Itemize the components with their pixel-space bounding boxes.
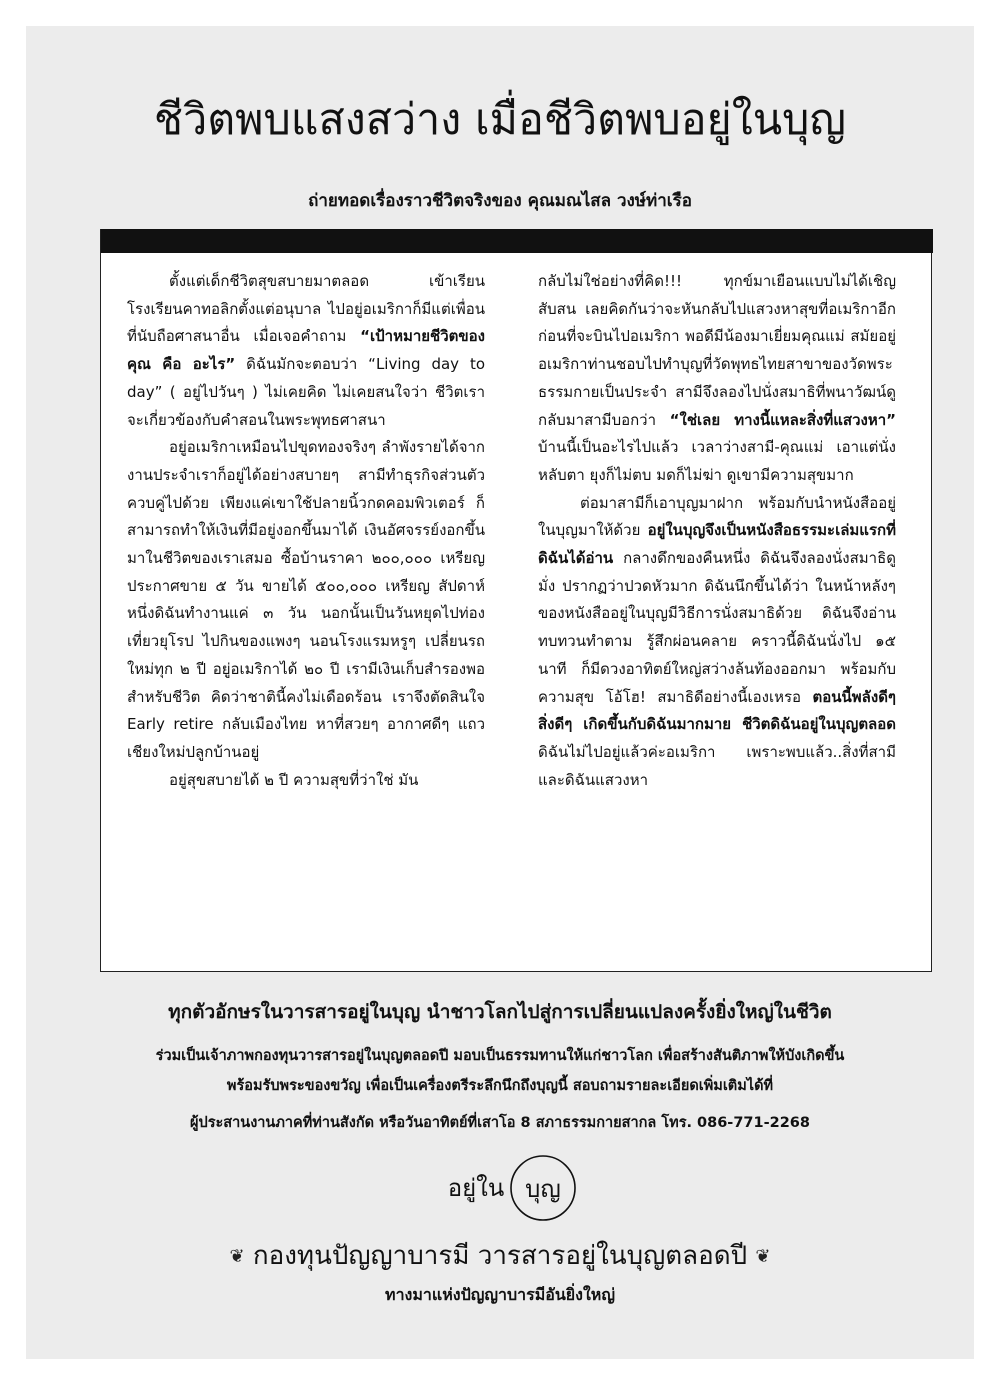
paragraph <box>538 268 896 490</box>
paragraph-text: กลับไม่ใช่อย่างที่คิด!!! ทุกข์มาเยือนแบบไม่ได้เชิญ สับสน เลยคิดกันว่าจะหันกลับไปแสวงหาสุขที่อเมริกาอีก ก่อนที่จะบินไปอเมริกา พอดีมีน้องมาเยี่ยมคุณแม่ สมัยอยู่อเมริกาท่านชอบไปทำบุญที่วัดพุทธไทยสาขาของวัดพระธรรมกายเป็นประจำ สามีจึงลองไปนั่งสมาธิที่พนาวัฒน์ดู กลับมาสามีบอกว่า <box>538 272 896 429</box>
logo-text-right: บุญ <box>525 1175 561 1203</box>
footer-line-1: ร่วมเป็นเจ้าภาพกองทุนวารสารอยู่ในบุญตลอดปี มอบเป็นธรรมทานให้แก่ชาวโลก เพื่อสร้างสันติภาพให้บังเกิดขึ้น <box>155 1048 845 1064</box>
paragraph-emphasis: ตอนนี้พลังดีๆ สิ่งดีๆ เกิดขึ้นกับดิฉันมากมาย ชีวิตดิฉันอยู่ในบุญตลอด <box>538 687 896 734</box>
paragraph-emphasis: “ใช่เลย ทางนี้แหละสิ่งที่แสวงหา” <box>669 410 896 429</box>
ornament-icon: ❦ <box>229 1246 245 1267</box>
ornament-icon: ❦ <box>755 1246 771 1267</box>
paragraph-text: กลางดึกของคืนหนึ่ง ดิฉันจึงลองนั่งสมาธิดูมั่ง ปรากฏว่าปวดหัวมาก ดิฉันนึกขึ้นได้ว่า ในหน้าหลังๆ ของหนังสืออยู่ในบุญมีวิธีการนั่งสมาธิด้วย ดิฉันจึงอ่านทบทวนทำตาม รู้สึกผ่อนคลาย คราวนี้ดิฉันนั่งไป ๑๕ นาที ก็มีดวงอาทิตย์ใหญ่สว่างล้นท้องออกมา พร้อมกับความสุข โอ้โฮ! สมาธิดีอย่างนี้เองเหรอ <box>538 549 896 706</box>
paragraph <box>127 268 485 434</box>
footer-line-2: พร้อมรับพระของขวัญ เพื่อเป็นเครื่องตรีระลึกนึกถึงบุญนี้ สอบถามรายละเอียดเพิ่มเติมได้ที่ <box>226 1078 774 1094</box>
page-title: ชีวิตพบแสงสว่าง เมื่อชีวิตพบอยู่ในบุญ <box>153 95 847 145</box>
fund-title <box>0 1236 1000 1277</box>
paragraph: อยู่อเมริกาเหมือนไปขุดทองจริงๆ ลำพังรายได้จากงานประจำเราก็อยู่ได้อย่างสบายๆ สามีทำธุรกิจส่วนตัวควบคู่ไปด้วย เพียงแค่เขาใช้ปลายนิ้วกดคอมพิวเตอร์ ก็สามารถทำให้เงินที่มีอยู่งอกขึ้นมาได้ เงินอัศจรรย์งอกขึ้นมาในชีวิตของเราเสมอ ซื้อบ้านราคา ๒๐๐,๐๐๐ เหรียญ ประกาศขาย ๕ วัน ขายได้ ๕๐๐,๐๐๐ เหรียญ สัปดาห์หนึ่งดิฉันทำงานแค่ ๓ วัน นอกนั้นเป็นวันหยุดไปท่องเที่ยวยุโรป ไปกินของแพงๆ นอนโรงแรมหรูๆ เปลี่ยนรถใหม่ทุก ๒ ปี อยู่อเมริกาได้ ๒๐ ปี เรามีเงินเก็บสำรองพอสำหรับชีวิต คิดว่าชาตินี้คงไม่เดือดร้อน เราจึงตัดสินใจ Early retire กลับเมืองไทย หาที่สวยๆ อากาศดีๆ แถวเชียงใหม่ปลูกบ้านอยู่ <box>127 438 485 761</box>
paragraph <box>538 490 896 795</box>
paragraph-emphasis: “เป้าหมายชีวิตของคุณ คือ อะไร” <box>127 327 485 374</box>
paragraph-text: ต่อมาสามีก็เอาบุญมาฝาก พร้อมกับนำหนังสืออยู่ในบุญมาให้ด้วย <box>538 493 896 540</box>
logo-text-left: อยู่ใน <box>447 1174 505 1202</box>
paragraph-text: ดิฉันไม่ไปอยู่แล้วค่ะอเมริกา เพราะพบแล้ว..สิ่งที่สามีและดิฉันแสวงหา <box>538 742 896 789</box>
paragraph-text: ตั้งแต่เด็กชีวิตสุขสบายมาตลอด เข้าเรียนโรงเรียนคาทอลิกตั้งแต่อนุบาล ไปอยู่อเมริกาก็มีแต่เพื่อนที่นับถือศาสนาอื่น เมื่อเจอคำถาม <box>127 272 485 346</box>
fund-tagline: ทางมาแห่งปัญญาบารมีอันยิ่งใหญ่ <box>385 1285 615 1304</box>
paragraph-text: บ้านนี้เป็นอะไรไปแล้ว เวลาว่างสามี-คุณแม่ เอาแต่นั่งหลับตา ยุงก็ไม่ตบ มดก็ไม่ฆ่า ดูเขามีความสุขมาก <box>538 438 896 484</box>
fund-name: กองทุนปัญญาบารมี วารสารอยู่ในบุญตลอดปี <box>252 1241 748 1271</box>
article-header-bar <box>101 229 933 253</box>
paragraph: อยู่สุขสบายได้ ๒ ปี ความสุขที่ว่าใช่ มัน <box>169 770 419 789</box>
article-column-left <box>127 268 485 794</box>
magazine-logo <box>440 1150 580 1230</box>
article-column-right <box>538 268 896 794</box>
paragraph-emphasis: อยู่ในบุญจึงเป็นหนังสือธรรมะเล่มแรกที่ดิฉันได้อ่าน <box>538 521 896 568</box>
footer-headline: ทุกตัวอักษรในวารสารอยู่ในบุญ นำชาวโลกไปสู่การเปลี่ยนแปลงครั้งยิ่งใหญ่ในชีวิต <box>168 1001 832 1023</box>
page-subtitle: ถ่ายทอดเรื่องราวชีวิตจริงของ คุณมณไสล วงษ์ท่าเรือ <box>308 191 692 211</box>
footer-line-3: ผู้ประสานงานภาคที่ท่านสังกัด หรือวันอาทิตย์ที่เสาโอ 8 สภาธรรมกายสากล โทร. 086-771-2268 <box>190 1115 810 1131</box>
paragraph-text: ดิฉันมักจะตอบว่า “Living day to day” ( อยู่ไปวันๆ ) ไม่เคยคิด ไม่เคยสนใจว่า ชีวิตเราจะเกี่ยวข้องกับคำสอนในพระพุทธศาสนา <box>127 355 485 429</box>
